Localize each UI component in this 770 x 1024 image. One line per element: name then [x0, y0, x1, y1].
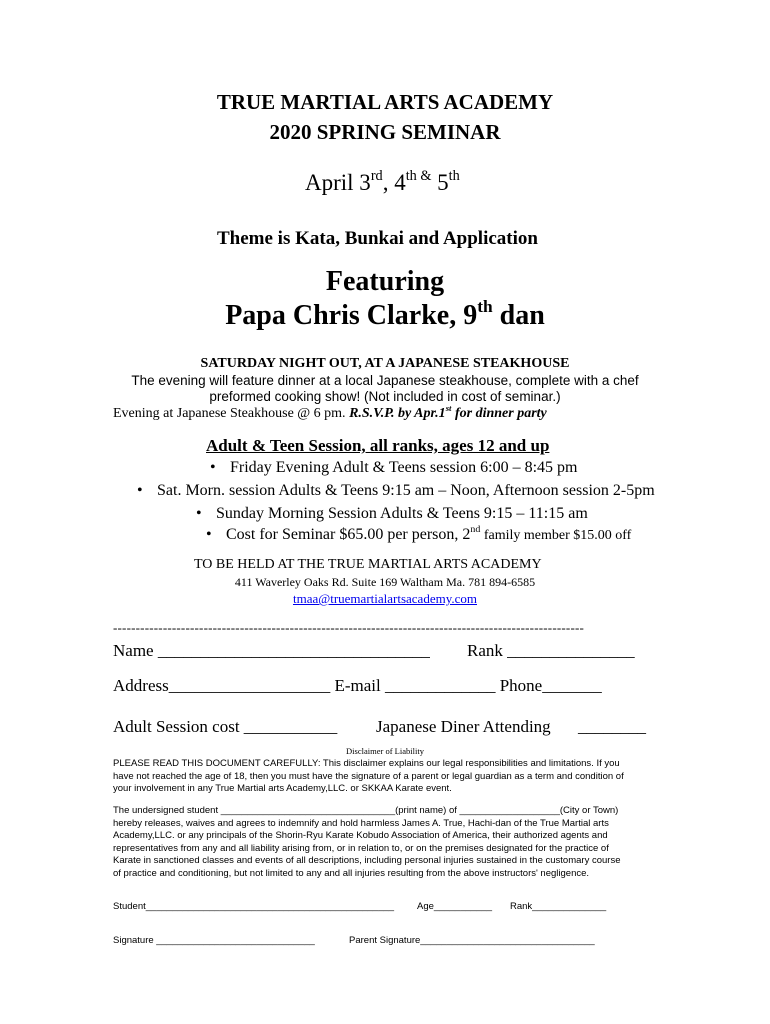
adult-session-cost-field[interactable]: Adult Session cost ___________	[113, 717, 338, 736]
name-field[interactable]: Name ________________________________	[113, 641, 430, 660]
rank-field[interactable]: Rank _______________	[467, 641, 635, 660]
student-signature-field[interactable]: Student_______________________________________________	[113, 901, 395, 912]
disclaimer-paragraph-2: The undersigned student _________________________________(print name) of ___________________(City or Town) hereby releases, waives and agrees to indemnify and hold harmless James A. True, Hachi-dan of the True Martial arts Academy,LLC. or any principals of the Shorin-Ryu Karate Kobudo Association of America, their authorized agents and representatives from any and all liability arising from, or in relation to, or on the premises designated for the practice of Karate in sanctioned classes and events of all descriptions, including personal injuries sustained in the customary course of practice and conditioning, but not limited to any and all injuries resulting from the above instructors' negligence.	[113, 805, 621, 879]
session-heading: Adult & Teen Session, all ranks, ages 12 and up	[206, 436, 550, 455]
disclaimer-title: Disclaimer of Liability	[346, 746, 424, 756]
instructor-name: Papa Chris Clarke, 9th dan	[225, 296, 545, 331]
disclaimer-rank-field[interactable]: Rank______________	[510, 901, 607, 912]
seminar-theme: Theme is Kata, Bunkai and Application	[217, 228, 538, 249]
seminar-dates: April 3rd, $4^{th \&}$ 5th	[305, 168, 460, 195]
dinner-description-1: The evening will feature dinner at a local Japanese steakhouse, complete with a chef	[131, 373, 639, 388]
location-address: 411 Waverley Oaks Rd. Suite 169 Waltham Ma. 781 894-6585	[234, 575, 536, 589]
signature-field[interactable]: Signature ______________________________	[113, 935, 315, 946]
session-item-saturday: • Sat. Morn. session Adults & Teens 9:15 am – Noon, Afternoon session 2-5pm	[137, 482, 655, 499]
parent-signature-field[interactable]: Parent Signature_________________________________	[349, 935, 595, 946]
session-item-friday: • Friday Evening Adult & Teens session 6:00 – 8:45 pm	[210, 459, 578, 476]
dinner-rsvp: Evening at Japanese Steakhouse @ 6 pm. R.S.V.P. by Apr.1st for dinner party	[113, 402, 547, 421]
title-line-1: TRUE MARTIAL ARTS ACADEMY	[216, 90, 554, 114]
location-heading: TO BE HELD AT THE TRUE MARTIAL ARTS ACADEMY	[194, 557, 542, 572]
dinner-heading: SATURDAY NIGHT OUT, AT A JAPANESE STEAKHOUSE	[200, 356, 570, 371]
session-item-cost: • Cost for Seminar $65.00 per person, 2nd family member $15.00 off	[206, 524, 632, 543]
japanese-diner-field[interactable]: ________	[578, 717, 646, 736]
featuring-heading: Featuring	[325, 266, 445, 297]
bullet-icon: •	[137, 482, 143, 499]
print-name-field[interactable]: The undersigned student _________________________________(print name) of ___________________(City or Town)	[113, 805, 619, 816]
bullet-icon: •	[210, 459, 216, 476]
age-field[interactable]: Age___________	[417, 901, 493, 912]
session-item-sunday: • Sunday Morning Session Adults & Teens 9:15 – 11:15 am	[196, 505, 588, 522]
email-link[interactable]: tmaa@truemartialartsacademy.com	[292, 591, 477, 606]
japanese-diner-label: Japanese Diner Attending	[376, 717, 551, 736]
bullet-icon: •	[196, 505, 202, 522]
disclaimer-paragraph-1: PLEASE READ THIS DOCUMENT CAREFULLY: This disclaimer explains our legal responsibilities and limitations. If you have not reached the age of 18, then you must have the signature of a parent or legal guardian as a term and condition of your involvement in any True Martial arts Academy,LLC. or SKKAA Karate event.	[113, 758, 624, 794]
form-divider: --------------------------------------------------------------------------------------------------------	[113, 620, 585, 635]
dinner-description-2: preformed cooking show! (Not included in cost of seminar.)	[209, 389, 561, 404]
bullet-icon: •	[206, 526, 212, 543]
title-line-2: 2020 SPRING SEMINAR	[269, 120, 501, 144]
address-email-phone-fields[interactable]: Address___________________ E-mail _____________ Phone_______	[113, 676, 602, 695]
